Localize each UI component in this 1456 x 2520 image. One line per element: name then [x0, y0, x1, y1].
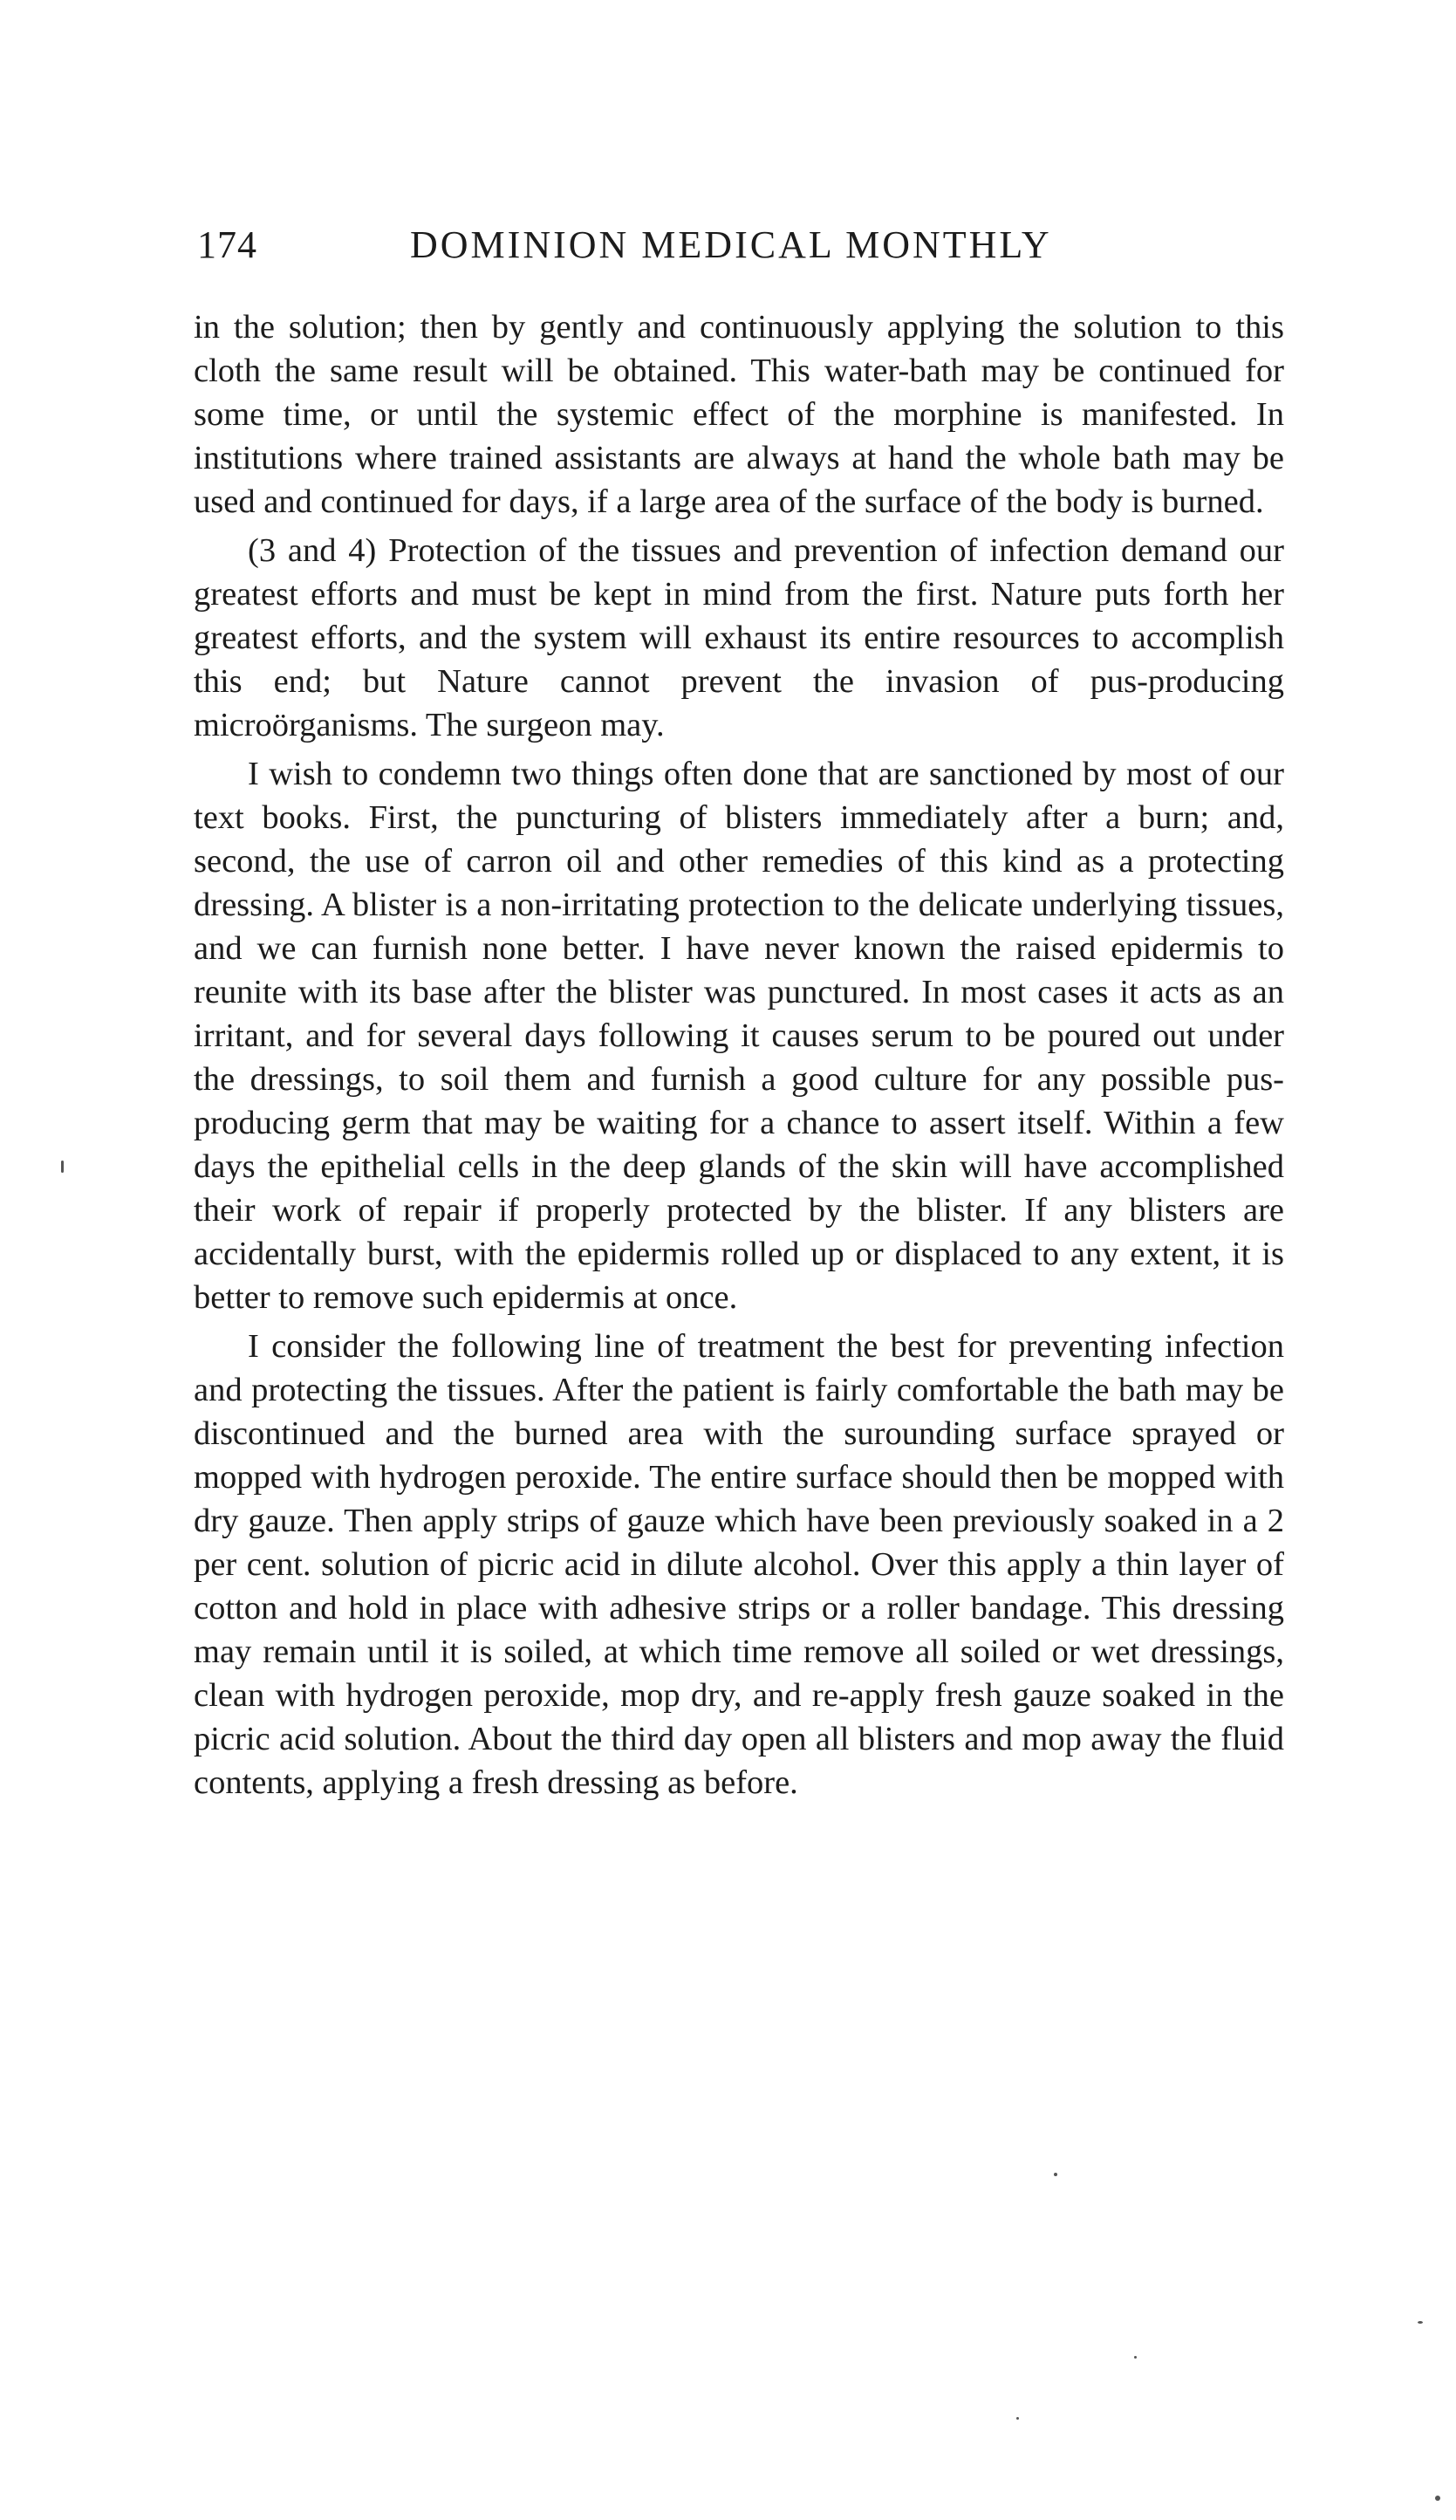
- scan-speck: [1054, 2173, 1057, 2176]
- scan-speck: [1435, 2496, 1440, 2501]
- paragraph-treatment: I consider the following line of treatment the best for preventing infection and protecting the tissues. After the patient is fairly comfortable the bath may be discontinued and the burned area with the surounding surface sprayed or mopped with hydrogen peroxide. The entire surface should then be mopped with dry gauze. Then apply strips of gauze which have been previously soaked in a 2 per cent. solution of picric acid in dilute alcohol. Over this apply a thin layer of cotton and hold in place with adhesive strips or a roller bandage. This dressing may remain until it is soiled, at which time remove all soiled or wet dressings, clean with hydrogen peroxide, mop dry, and re-apply fresh gauze soaked in the picric acid solution. About the third day open all blisters and mop away the fluid contents, applying a fresh dressing as before.: [194, 1328, 1284, 1801]
- body-text: [194, 305, 1284, 1810]
- scan-speck: [1134, 2356, 1137, 2359]
- running-head: DOMINION MEDICAL MONTHLY: [410, 223, 1052, 266]
- scan-speck: [61, 1161, 64, 1173]
- page-number: 174: [197, 223, 257, 266]
- scan-speck: [1418, 2321, 1423, 2324]
- scan-speck: [1016, 2417, 1019, 2420]
- page-header: [197, 223, 1323, 275]
- paragraph-protection: (3 and 4) Protection of the tissues and prevention of infection demand our greatest efforts and must be kept in mind from the first. Nature puts forth her greatest efforts, and the system will exhaust its entire resources to accomplish this end; but Nature cannot prevent the invasion of pus-producing microörganisms. The surgeon may.: [194, 532, 1284, 743]
- paragraph-continuation: in the solution; then by gently and continuously applying the solution to this cloth the same result will be obtained. This water-bath may be continued for some time, or until the systemic effect of the morphine is manifested. In institutions where trained assistants are always at hand the whole bath may be used and continued for days, if a large area of the surface of the body is burned.: [194, 309, 1284, 520]
- paragraph-blisters: I wish to condemn two things often done that are sanctioned by most of our text books. First, the puncturing of blisters immediately after a burn; and, second, the use of carron oil and other remedies of this kind as a protecting dressing. A blister is a non-irritating protection to the delicate underlying tissues, and we can furnish none better. I have never known the raised epidermis to reunite with its base after the blister was punctured. In most cases it acts as an irritant, and for several days following it causes serum to be poured out under the dressings, to soil them and furnish a good culture for any possible pus-producing germ that may be waiting for a chance to assert itself. Within a few days the epithelial cells in the deep glands of the skin will have accomplished their work of repair if properly protected by the blister. If any blisters are accidentally burst, with the epidermis rolled up or displaced to any extent, it is better to remove such epidermis at once.: [194, 756, 1284, 1316]
